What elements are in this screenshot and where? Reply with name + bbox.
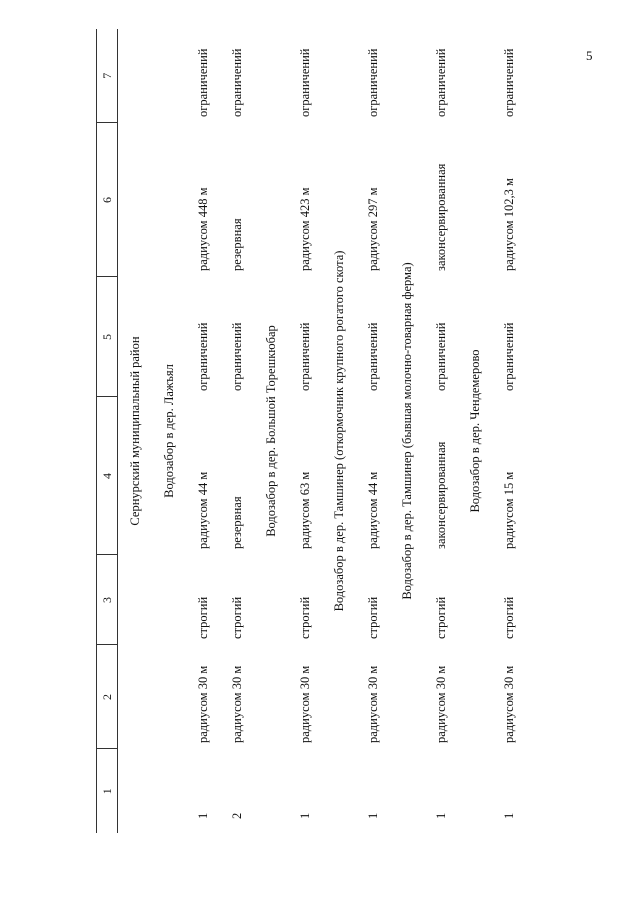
header-cell: 6: [97, 123, 118, 277]
table-cell: радиусом 30 м: [297, 665, 312, 743]
table-cell: радиусом 30 м: [433, 665, 448, 743]
header-cell: 4: [97, 397, 118, 555]
table-row: [220, 29, 254, 833]
table-cell: ограничений: [501, 322, 516, 391]
table-row: [356, 29, 390, 833]
header-cell: 3: [97, 555, 118, 645]
table-cell: законсервированная: [433, 441, 448, 549]
table-row: [186, 29, 220, 833]
section-heading-row: [254, 29, 288, 833]
table-cell: радиусом 63 м: [297, 471, 312, 549]
table-cell: ограничений: [229, 322, 244, 391]
section-heading: Водозабор в дер. Большой Торешкюбар: [263, 325, 278, 537]
table-cell: ограничений: [433, 48, 448, 117]
section-heading: Водозабор в дер. Лажъял: [161, 364, 176, 498]
table-cell: радиусом 15 м: [501, 471, 516, 549]
table-body: [118, 29, 527, 833]
header-cell: 2: [97, 645, 118, 749]
table-cell: радиусом 30 м: [195, 665, 210, 743]
table-cell: ограничений: [365, 322, 380, 391]
table-cell: резервная: [229, 218, 244, 271]
table-cell: строгий: [433, 596, 448, 639]
table-cell: радиусом 448 м: [195, 187, 210, 271]
table-cell: 1: [297, 812, 312, 819]
section-heading-row: [152, 29, 186, 833]
table-cell: 1: [501, 812, 516, 819]
table-row: [492, 29, 526, 833]
table-cell: 1: [365, 812, 380, 819]
header-cell: 5: [97, 277, 118, 397]
table-cell: строгий: [365, 596, 380, 639]
section-heading-row: [322, 29, 356, 833]
table-cell: ограничений: [195, 322, 210, 391]
table-cell: ограничений: [433, 322, 448, 391]
header-row: [97, 29, 118, 833]
table-cell: ограничений: [365, 48, 380, 117]
section-heading: Водозабор в дер. Тамшинер (бывшая молочно-товарная ферма): [399, 262, 414, 600]
section-heading: Сернурский муниципальный район: [127, 336, 142, 526]
table-row: [424, 29, 458, 833]
table-cell: радиусом 102,3 м: [501, 178, 516, 271]
table-cell: строгий: [297, 596, 312, 639]
table-cell: радиусом 297 м: [365, 187, 380, 271]
table-cell: радиусом 30 м: [365, 665, 380, 743]
section-heading-row: [390, 29, 424, 833]
header-cell: 7: [97, 29, 118, 123]
table-cell: 1: [433, 812, 448, 819]
table-cell: ограничений: [229, 48, 244, 117]
table-cell: ограничений: [297, 322, 312, 391]
table-cell: резервная: [229, 496, 244, 549]
water-intake-zones-table: [96, 29, 526, 833]
table-cell: радиусом 30 м: [501, 665, 516, 743]
table-cell: законсервированная: [433, 163, 448, 271]
page-number: 5: [586, 48, 593, 63]
table-cell: радиусом 423 м: [297, 187, 312, 271]
table-cell: строгий: [501, 596, 516, 639]
table-cell: ограничений: [195, 48, 210, 117]
rotated-page-content: [96, 29, 602, 833]
section-heading: Водозабор в дер. Чендемерово: [467, 349, 482, 513]
table-cell: ограничений: [297, 48, 312, 117]
table-cell: радиусом 30 м: [229, 665, 244, 743]
section-heading-row: [118, 29, 153, 833]
table-cell: 2: [229, 812, 244, 819]
section-heading: Водозабор в дер. Тамшинер (откормочник крупного рогатого скота): [331, 250, 346, 612]
table-cell: радиусом 44 м: [195, 471, 210, 549]
table-row: [288, 29, 322, 833]
table-cell: радиусом 44 м: [365, 471, 380, 549]
section-heading-row: [458, 29, 492, 833]
header-cell: 1: [97, 749, 118, 833]
table-cell: строгий: [229, 596, 244, 639]
table-cell: 1: [195, 812, 210, 819]
table-cell: строгий: [195, 596, 210, 639]
table-cell: ограничений: [501, 48, 516, 117]
